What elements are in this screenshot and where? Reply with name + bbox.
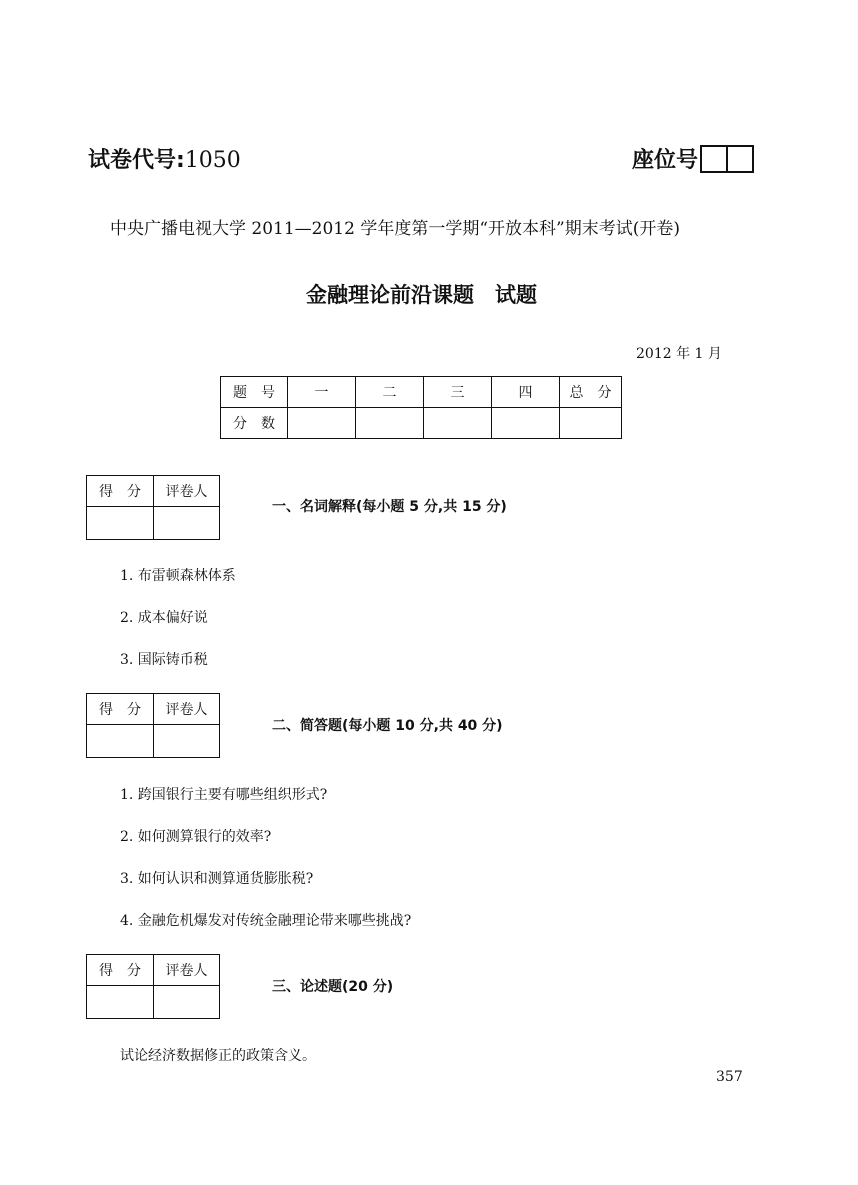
grader-name-cell[interactable] bbox=[154, 986, 220, 1019]
grader-name-cell[interactable] bbox=[154, 507, 220, 540]
grader-box bbox=[86, 475, 220, 540]
score-table-cell: 题 号 bbox=[221, 377, 288, 408]
section-heading: 一、名词解释(每小题 5 分,共 15 分) bbox=[272, 499, 507, 515]
institution-line: 中央广播电视大学 2011—2012 学年度第一学期“开放本科”期末考试(开卷) bbox=[110, 219, 680, 239]
seat-number-label: 座位号 bbox=[632, 148, 699, 173]
score-table-header-row bbox=[221, 377, 622, 408]
question-item: 3. 国际铸币税 bbox=[120, 652, 208, 668]
seat-number-boxes[interactable] bbox=[700, 145, 754, 173]
seat-box-1[interactable] bbox=[702, 147, 726, 171]
score-table-cell: 二 bbox=[356, 377, 424, 408]
question-item: 1. 布雷顿森林体系 bbox=[120, 568, 236, 584]
question-item: 4. 金融危机爆发对传统金融理论带来哪些挑战? bbox=[120, 913, 412, 929]
page-title: 金融理论前沿课题 试题 bbox=[306, 283, 537, 307]
grader-name-cell[interactable] bbox=[154, 725, 220, 758]
section-heading: 三、论述题(20 分) bbox=[272, 979, 394, 995]
score-entry-cell[interactable] bbox=[288, 408, 356, 439]
exam-code bbox=[88, 143, 241, 174]
score-entry-cell[interactable] bbox=[356, 408, 424, 439]
score-table bbox=[220, 376, 622, 439]
question-item: 3. 如何认识和测算通货膨胀税? bbox=[120, 871, 314, 887]
score-entry-cell[interactable] bbox=[560, 408, 622, 439]
score-entry-cell[interactable] bbox=[492, 408, 560, 439]
score-table-cell: 四 bbox=[492, 377, 560, 408]
score-table-cell: 三 bbox=[424, 377, 492, 408]
grader-score-label: 得 分 bbox=[87, 955, 154, 986]
score-table-score-row bbox=[221, 408, 622, 439]
page-number: 357 bbox=[716, 1069, 743, 1085]
question-item: 2. 成本偏好说 bbox=[120, 610, 208, 626]
exam-date: 2012 年 1 月 bbox=[636, 346, 722, 362]
grader-score-label: 得 分 bbox=[87, 694, 154, 725]
score-table-cell: 一 bbox=[288, 377, 356, 408]
question-item: 1. 跨国银行主要有哪些组织形式? bbox=[120, 787, 328, 803]
grader-box bbox=[86, 693, 220, 758]
grader-label: 评卷人 bbox=[154, 476, 220, 507]
score-entry-cell[interactable] bbox=[424, 408, 492, 439]
grader-label: 评卷人 bbox=[154, 694, 220, 725]
score-table-cell: 总 分 bbox=[560, 377, 622, 408]
exam-code-label: 试卷代号: bbox=[88, 148, 185, 173]
grader-score-label: 得 分 bbox=[87, 476, 154, 507]
grader-box bbox=[86, 954, 220, 1019]
section-heading: 二、简答题(每小题 10 分,共 40 分) bbox=[272, 718, 503, 734]
grader-score-cell[interactable] bbox=[87, 725, 154, 758]
question-item: 试论经济数据修正的政策含义。 bbox=[120, 1048, 316, 1064]
question-item: 2. 如何测算银行的效率? bbox=[120, 829, 272, 845]
exam-code-number: 1050 bbox=[184, 148, 241, 173]
seat-number bbox=[632, 143, 754, 174]
seat-box-2[interactable] bbox=[726, 147, 752, 171]
grader-score-cell[interactable] bbox=[87, 986, 154, 1019]
grader-label: 评卷人 bbox=[154, 955, 220, 986]
score-table-cell: 分 数 bbox=[221, 408, 288, 439]
grader-score-cell[interactable] bbox=[87, 507, 154, 540]
